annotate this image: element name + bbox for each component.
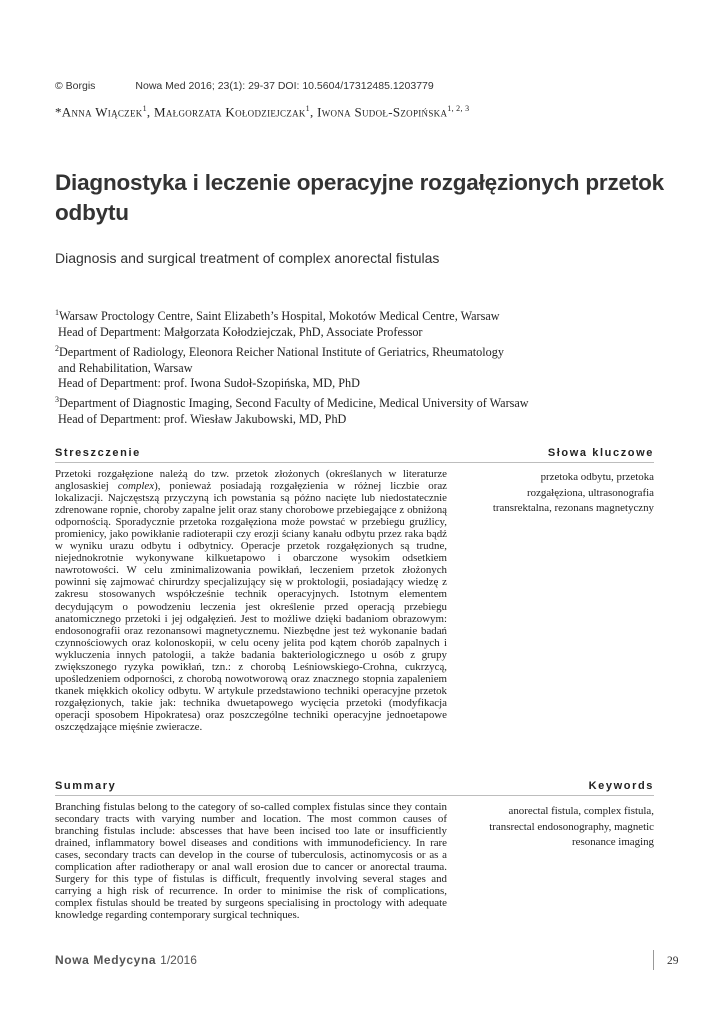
- copyright-text: © Borgis: [55, 80, 96, 92]
- section-divider: [55, 795, 654, 796]
- keyword-line: resonance imaging: [572, 836, 654, 848]
- keyword-line: transrektalna, rezonans magnetyczny: [492, 502, 654, 514]
- streszczenie-text: Przetoki rozgałęzione należą do tzw. przetok złożonych (określanych w literaturze anglosaskiej complex), ponieważ posiadają rozgałęzienia w różnej liczbie oraz lokalizacji. Najczęstszą przyczyną ich powstania są późno nacięte lub niedostatecznie zdrenowane ropnie, choroby zapalne jelit oraz stany chorobowe przebiegające z obniżoną odpornością. Sporadycznie przetoka rozgałęziona może powstać w przebiegu gruźlicy, promienicy, jako powikłanie radioterapii czy erozji ściany kanału odbytu przez raka bądź w wyniku urazu odbytu i odbytnicy. Operacje przetok rozgałęzionych są trudne, niejednokrotnie wykonywane kilkuetapowo i obarczone wysokim odsetkiem nawrotowości. W celu zminimalizowania powikłań, leczeniem przetok złożonych powinni się zajmować chirurdzy specjalizujący się w proktologii, posiadający wiedzę z zakresu stosowanych współcześnie technik operacyjnych. Istotnym elementem decydującym o powodzeniu leczenia jest określenie przed operacją przebiegu anatomicznego przetoki i jej odgałęzień. Jest to możliwe dzięki badaniom obrazowym: endosonografii oraz rezonansowi magnetycznemu. Niezbędne jest też wykonanie badań czynnościowych oraz kolonoskopii, w celu oceny jelita pod kątem chorób zapalnych i wykluczenia innych patologii, a także badania bakteriologicznego u osób z grupy zwiększonego ryzyka powikłań, tzn.: z chorobą Leśniowskiego-Crohna, cukrzycą, upośledzeniem odporności, z chorobą nowotworową oraz znacznego stopnia zapaleniem tkanek miękkich okolicy odbytu. W artykule przedstawiono techniki operacyjne przetok rozgałęzionych, takie jak: technika dwuetapowego wycięcia przetoki (modyfikacja operacji sposobem Hipokratesa) oraz poszczególne techniki operacyjne jednoetapowe oszczędzające mięśnie zwieracze.: [55, 468, 447, 733]
- affiliations: [55, 305, 675, 428]
- journal-name: Nowa Medycyna: [55, 953, 157, 967]
- author-name: *Anna Wiączek: [55, 104, 143, 120]
- affiliation-sup: 1: [55, 308, 59, 317]
- affiliation-line-cont: and Rehabilitation, Warsaw: [58, 360, 193, 375]
- author-affiliation-sup: 1: [305, 104, 310, 113]
- author-affiliation-sup: 1: [142, 104, 147, 113]
- author-name: Iwona Sudoł-Szopińska: [317, 104, 448, 120]
- citation-line: [55, 80, 434, 92]
- author-name: Małgorzata Kołodziejczak: [154, 104, 306, 120]
- affiliation-head: Head of Department: prof. Iwona Sudoł-Szopińska, MD, PhD: [58, 376, 360, 391]
- affiliation-line: $^1$Warsaw Proctology Centre, Saint Elizabeth’s Hospital, Mokotów Medical Centre, Warsaw: [55, 308, 500, 324]
- keywords-list: [455, 804, 654, 851]
- citation-text: Nowa Med 2016; 23(1): 29-37 DOI: 10.5604/17312485.1203779: [135, 80, 434, 92]
- affiliation-line: $^2$Department of Radiology, Eleonora Reicher National Institute of Geriatrics, Rheumatology: [55, 343, 504, 359]
- journal-footer: [55, 953, 197, 967]
- slowa-kluczowe-list: [455, 470, 654, 517]
- affiliation-head: Head of Department: prof. Wiesław Jakubowski, MD, PhD: [58, 411, 347, 426]
- section-divider: [55, 462, 654, 463]
- article-subtitle: Diagnosis and surgical treatment of complex anorectal fistulas: [55, 250, 440, 266]
- affiliation-line: $^3$Department of Diagnostic Imaging, Second Faculty of Medicine, Medical University of Warsaw: [55, 395, 529, 411]
- page-number: 29: [667, 955, 679, 967]
- footer-divider: [653, 950, 654, 970]
- keyword-line: transrectal endosonography, magnetic: [489, 820, 654, 833]
- keywords-heading: Keywords: [588, 780, 654, 792]
- slowa-kluczowe-heading: Słowa kluczowe: [547, 447, 654, 459]
- keyword-line: rozgałęziona, ultrasonografia: [527, 486, 654, 499]
- streszczenie-heading: Streszczenie: [55, 447, 141, 459]
- summary-text: Branching fistulas belong to the category of so-called complex fistulas since they contain secondary tracts with varying number and location. The most common causes of branching fistulas include: abscesses that have been incised too late or insufficiently drained, inflammatory bowel diseases and conditions with immunodeficiency. In rare cases, secondary tracts can develop in the course of tuberculosis, actinomycosis or as a complication after radiotherapy or anal wall erosion due to cancer or anorectal trauma. Surgery for this type of fistulas is difficult, frequently involving several stages and carrying a high risk of recurrence. In order to minimise the risk of complications, complex fistulas should be treated by surgeons specialising in proctology with adequate knowledge regarding contemporary surgical techniques.: [55, 801, 447, 922]
- summary-heading: Summary: [55, 780, 117, 792]
- affiliation-sup: 2: [55, 343, 59, 353]
- author-list: *Anna Wiączek$^1$, Małgorzata Kołodziejczak$^1$, Iwona Sudoł-Szopińska$^{1, 2, 3}$: [55, 104, 470, 120]
- affiliation-head: Head of Department: Małgorzata Kołodziejczak, PhD, Associate Professor: [58, 324, 423, 339]
- keyword-line: przetoka odbytu, przetoka: [540, 471, 654, 483]
- affiliation-sup: 3: [55, 395, 59, 405]
- journal-issue: 1/2016: [160, 953, 197, 967]
- author-affiliation-sup: 1, 2, 3: [447, 104, 470, 113]
- keyword-line: anorectal fistula, complex fistula,: [508, 805, 654, 817]
- article-title: Diagnostyka i leczenie operacyjne rozgałęzionych przetok odbytu: [55, 170, 665, 225]
